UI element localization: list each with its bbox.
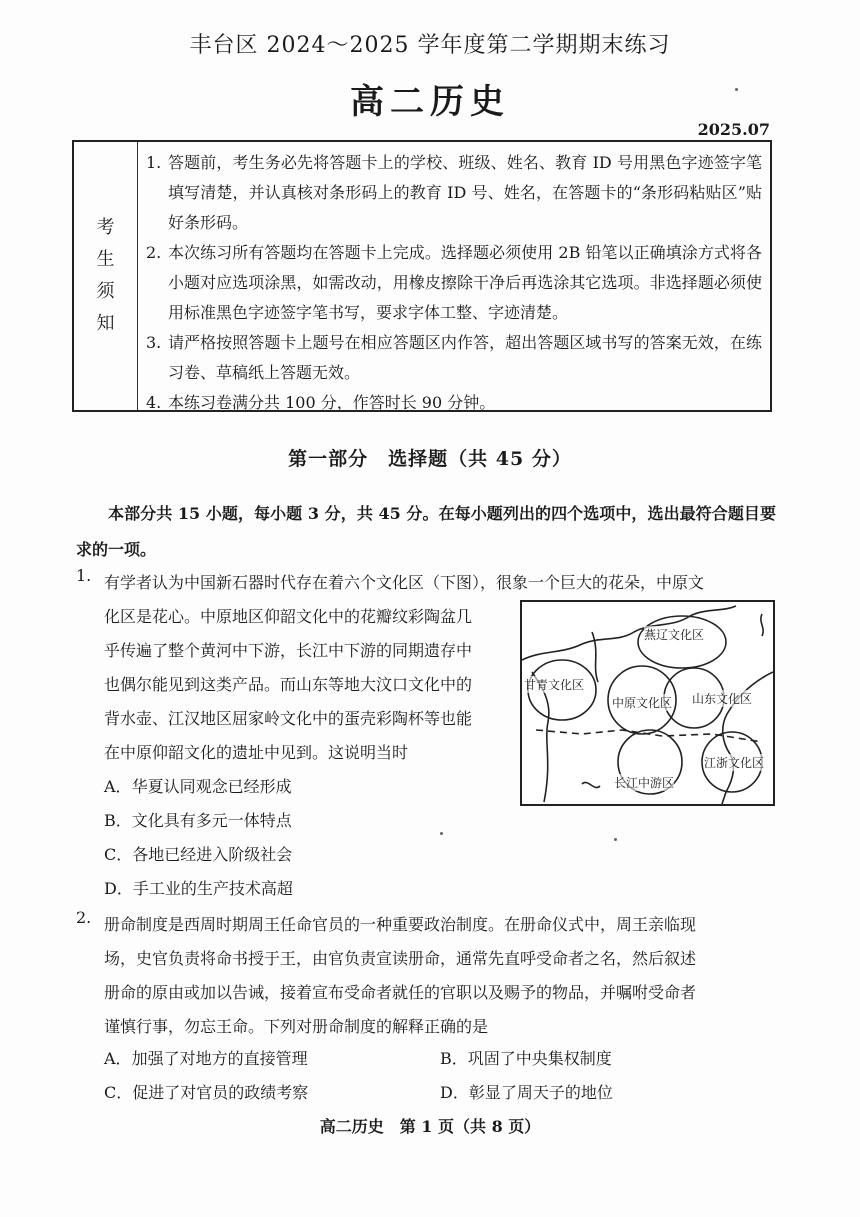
map-label-yanliao: 燕辽文化区: [644, 628, 705, 642]
option-letter: B．: [104, 811, 132, 830]
notice-item-text: 本练习卷满分共 100 分，作答时长 90 分钟。: [168, 393, 496, 412]
map-label-changjiang: 长江中游区: [614, 776, 675, 790]
exam-date: 2025.07: [697, 120, 770, 139]
notice-box: [72, 140, 772, 412]
notice-label-char: 须: [96, 281, 115, 302]
option-letter: D．: [104, 879, 133, 898]
scan-speck: [735, 88, 738, 91]
notice-item-number: 2.: [146, 243, 162, 262]
option-letter: D．: [440, 1083, 469, 1102]
section-title: 第一部分 选择题（共 45 分）: [288, 448, 572, 470]
question-2-line: 谨慎行事，勿忘王命。下列对册命制度的解释正确的是: [104, 1017, 489, 1036]
question-1-line: 也偶尔能见到这类产品。而山东等地大汶口文化中的: [104, 675, 473, 694]
question-2-option-d: [440, 1076, 613, 1110]
scan-speck: [614, 838, 617, 841]
option-text: 促进了对官员的政绩考察: [132, 1083, 309, 1102]
notice-label-char: 考: [96, 217, 115, 238]
question-1-line: 在中原仰韶文化的遗址中见到。这说明当时: [104, 743, 409, 762]
section-instructions: 本部分共 15 小题，每小题 3 分，共 45 分。在每小题列出的四个选项中，选出最符合题目要求的一项。: [76, 504, 776, 559]
question-2-option-a: [104, 1042, 308, 1076]
question-1-option-d: [104, 872, 293, 906]
notice-label: [74, 142, 138, 410]
notice-item-text: 答题前，考生务必先将答题卡上的学校、班级、姓名、教育 ID 号用黑色字迹签字笔填写清楚，并认真核对条形码上的教育 ID 号、姓名，在答题卡的“条形码粘贴区”贴好条形码。: [168, 153, 762, 232]
question-1-line: 有学者认为中国新石器时代存在着六个文化区（下图），很象一个巨大的花朵，中原文: [104, 573, 705, 592]
question-1-line: 化区是花心。中原地区仰韶文化中的花瓣纹彩陶盆几: [104, 607, 473, 626]
question-2-line: 册命制度是西周时期周王任命官员的一种重要政治制度。在册命仪式中，周王亲临现: [104, 915, 697, 934]
question-1-line: 背水壶、江汉地区屈家岭文化中的蛋壳彩陶杯等也能: [104, 709, 473, 728]
map-label-shandong: 山东文化区: [692, 692, 753, 706]
notice-item-number: 3.: [146, 333, 162, 352]
subject-title: 高二历史: [350, 82, 510, 122]
notice-item: [146, 388, 762, 418]
option-text: 手工业的生产技术高超: [132, 879, 293, 898]
question-2-option-c: [104, 1076, 308, 1110]
option-text: 彰显了周天子的地位: [468, 1083, 613, 1102]
option-text: 文化具有多元一体特点: [131, 811, 292, 830]
question-2-line: 册命的原由或加以告诫，接着宣布受命者就任的官职以及赐予的物品，并嘱咐受命者: [104, 983, 697, 1002]
map-label-jiangzhe: 江浙文化区: [704, 756, 765, 770]
option-text: 华夏认同观念已经形成: [131, 777, 292, 796]
question-1-option-a: [104, 770, 292, 804]
question-2-number: 2.: [76, 908, 92, 927]
question-1-option-c: [104, 838, 292, 872]
question-2-line: 场，史官负责将命书授于王，由官负责宣读册命，通常先直呼受命者之名，然后叙述: [104, 949, 697, 968]
question-2-option-b: [440, 1042, 612, 1076]
notice-items: [146, 148, 762, 418]
scan-speck: [440, 832, 443, 835]
option-letter: C．: [104, 1083, 133, 1102]
notice-item-number: 4.: [146, 393, 162, 412]
question-1-line: 乎传遍了整个黄河中下游，长江中下游的同期遗存中: [104, 641, 473, 660]
exam-title: 丰台区 2024～2025 学年度第二学期期末练习: [189, 33, 671, 58]
culture-region-map: [520, 600, 775, 806]
option-letter: A．: [104, 777, 132, 796]
notice-label-char: 生: [96, 249, 115, 270]
notice-label-char: 知: [96, 313, 115, 334]
notice-item-text: 本次练习所有答题均在答题卡上完成。选择题必须使用 2B 铅笔以正确填涂方式将各小题对应选项涂黑，如需改动，用橡皮擦除干净后再选涂其它选项。非选择题必须使用标准黑色字迹签字笔书写，要求字体工整、字迹清楚。: [168, 243, 762, 322]
question-1-number: 1.: [76, 566, 92, 585]
notice-item: [146, 148, 762, 238]
notice-item-number: 1.: [146, 153, 162, 172]
notice-item-text: 请严格按照答题卡上题号在相应答题区内作答，超出答题区域书写的答案无效，在练习卷、草稿纸上答题无效。: [168, 333, 762, 382]
option-letter: B．: [440, 1049, 468, 1068]
map-label-zhongyuan: 中原文化区: [612, 696, 673, 710]
option-text: 巩固了中央集权制度: [467, 1049, 612, 1068]
option-text: 加强了对地方的直接管理: [131, 1049, 308, 1068]
option-letter: A．: [104, 1049, 132, 1068]
notice-item: [146, 328, 762, 388]
question-1-option-b: [104, 804, 292, 838]
page-footer: 高二历史 第 1 页（共 8 页）: [319, 1117, 541, 1136]
map-label-ganqing: 甘青文化区: [524, 678, 585, 692]
notice-item: [146, 238, 762, 328]
option-letter: C．: [104, 845, 133, 864]
option-text: 各地已经进入阶级社会: [132, 845, 293, 864]
